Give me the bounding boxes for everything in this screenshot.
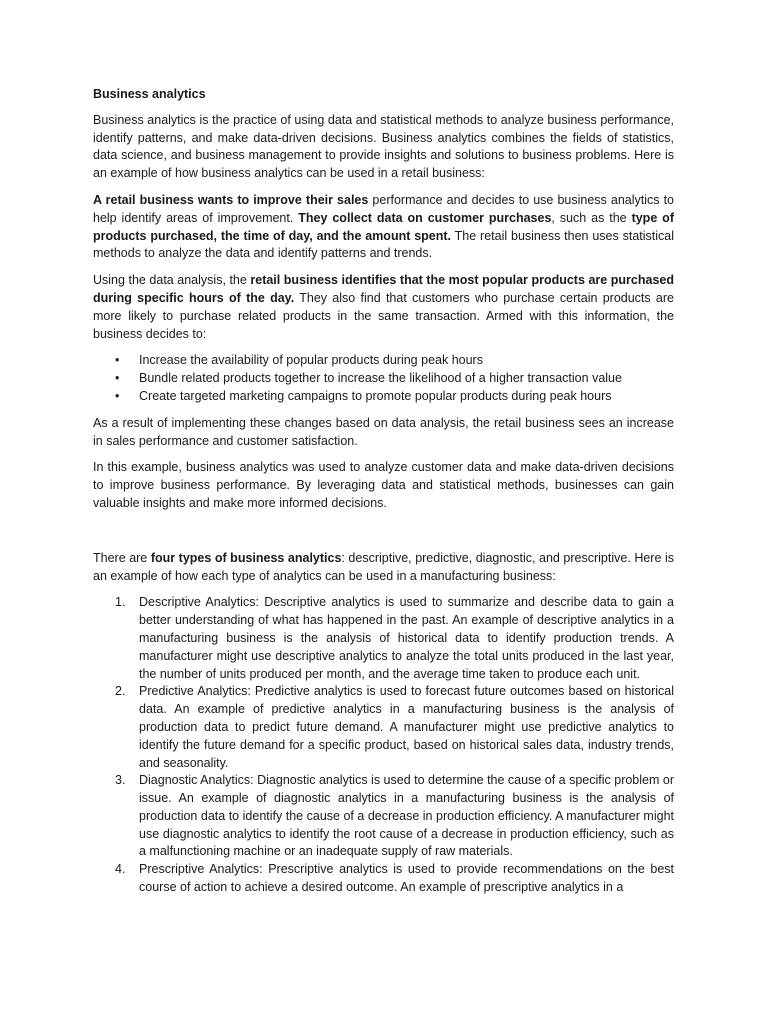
list-item-text: Predictive Analytics: Predictive analytics is used to forecast future outcomes based on historical data. An example of predictive analytics in a manufacturing business is the analysis of production data to predict future demand. A manufacturer might use predictive analytics to identify the future demand for a specific product, based on historical sales data, industry trends, and seasonality. (139, 684, 674, 770)
text-run: The retail business then uses statistical methods to analyze the data and identify patterns and trends. (93, 228, 675, 261)
bold-phrase: type of products purchased, the time of day, and the amount spent. (93, 210, 674, 243)
list-item-prescriptive (93, 861, 674, 897)
bullet-item (93, 352, 674, 370)
types-intro-paragraph (93, 550, 674, 586)
bullet-icon: • (115, 353, 120, 368)
list-number: 2. (115, 684, 126, 699)
decision-bullet-list (93, 352, 674, 405)
analysis-paragraph (93, 272, 674, 343)
list-item-descriptive (93, 594, 674, 683)
text-run: , such as the (551, 210, 632, 225)
text-run: Using the data analysis, the (93, 273, 251, 288)
bold-phrase: four types of business analytics (150, 550, 342, 565)
bullet-icon: • (115, 388, 120, 403)
bold-phrase: retail business identifies that the most popular products are purchased during specific hours of the day. (93, 273, 674, 305)
list-item-text: Prescriptive Analytics: Prescriptive analytics is used to provide recommendations on the best course of action to achieve a desired outcome. An example of prescriptive analytics in a (139, 862, 674, 895)
result-paragraph: As a result of implementing these changes based on data analysis, the retail business sees an increase in sales performance and customer satisfaction. (93, 415, 674, 448)
list-item-diagnostic (93, 772, 674, 861)
bullet-text: Create targeted marketing campaigns to promote popular products during peak hours (139, 388, 612, 403)
list-number: 4. (115, 862, 126, 877)
bullet-item (93, 370, 674, 388)
bullet-text: Bundle related products together to increase the likelihood of a higher transaction value (139, 371, 622, 386)
section-spacer (93, 522, 674, 550)
list-item-text: Descriptive Analytics: Descriptive analytics is used to summarize and describe data to gain a better understanding of what has happened in the past. An example of descriptive analytics in a manufacturing business is the analysis of historical data to identify production trends. A manufacturer might use descriptive analytics to analyze the total units produced in the last year, the number of units produced per month, and the average time taken to produce each unit. (139, 595, 674, 681)
text-run: There are (93, 550, 151, 565)
document-title: Business analytics (93, 87, 206, 101)
bullet-item (93, 388, 674, 406)
list-item-text: Diagnostic Analytics: Diagnostic analytics is used to determine the cause of a specific problem or issue. An example of diagnostic analytics in a manufacturing business is the analysis of production data to identify the cause of a decrease in production efficiency. A manufacturer might use diagnostic analytics to identify the root cause of a decrease in production efficiency, such as a malfunctioning machine or an inadequate supply of raw materials. (139, 773, 674, 859)
retail-example-paragraph (93, 192, 674, 263)
bold-phrase: They collect data on customer purchases (298, 210, 552, 225)
text-run: performance and decides to use business analytics to help identify areas of improvement. (93, 192, 674, 225)
bullet-text: Increase the availability of popular products during peak hours (139, 353, 483, 368)
bold-phrase: A retail business wants to improve their sales (93, 192, 369, 207)
list-number: 1. (115, 595, 126, 610)
analytics-types-list (93, 594, 674, 897)
text-run: : descriptive, predictive, diagnostic, and prescriptive. Here is an example of how each type of analytics can be used in a manufacturing business: (93, 550, 674, 583)
list-item-predictive (93, 683, 674, 772)
document-page (93, 86, 674, 897)
text-run: They also find that customers who purchase certain products are more likely to purchase related products in the same transaction. Armed with this information, the business decides to: (93, 290, 675, 341)
conclusion-paragraph: In this example, business analytics was used to analyze customer data and make data-driven decisions to improve business performance. By leveraging data and statistical methods, businesses can gain valuable insights and make more informed decisions. (93, 460, 674, 510)
list-number: 3. (115, 773, 126, 788)
intro-paragraph: Business analytics is the practice of using data and statistical methods to analyze business performance, identify patterns, and make data-driven decisions. Business analytics combines the fields of statistics, data science, and business management to provide insights and solutions to business problems. Here is an example of how business analytics can be used in a retail business: (93, 112, 674, 181)
bullet-icon: • (115, 371, 120, 386)
